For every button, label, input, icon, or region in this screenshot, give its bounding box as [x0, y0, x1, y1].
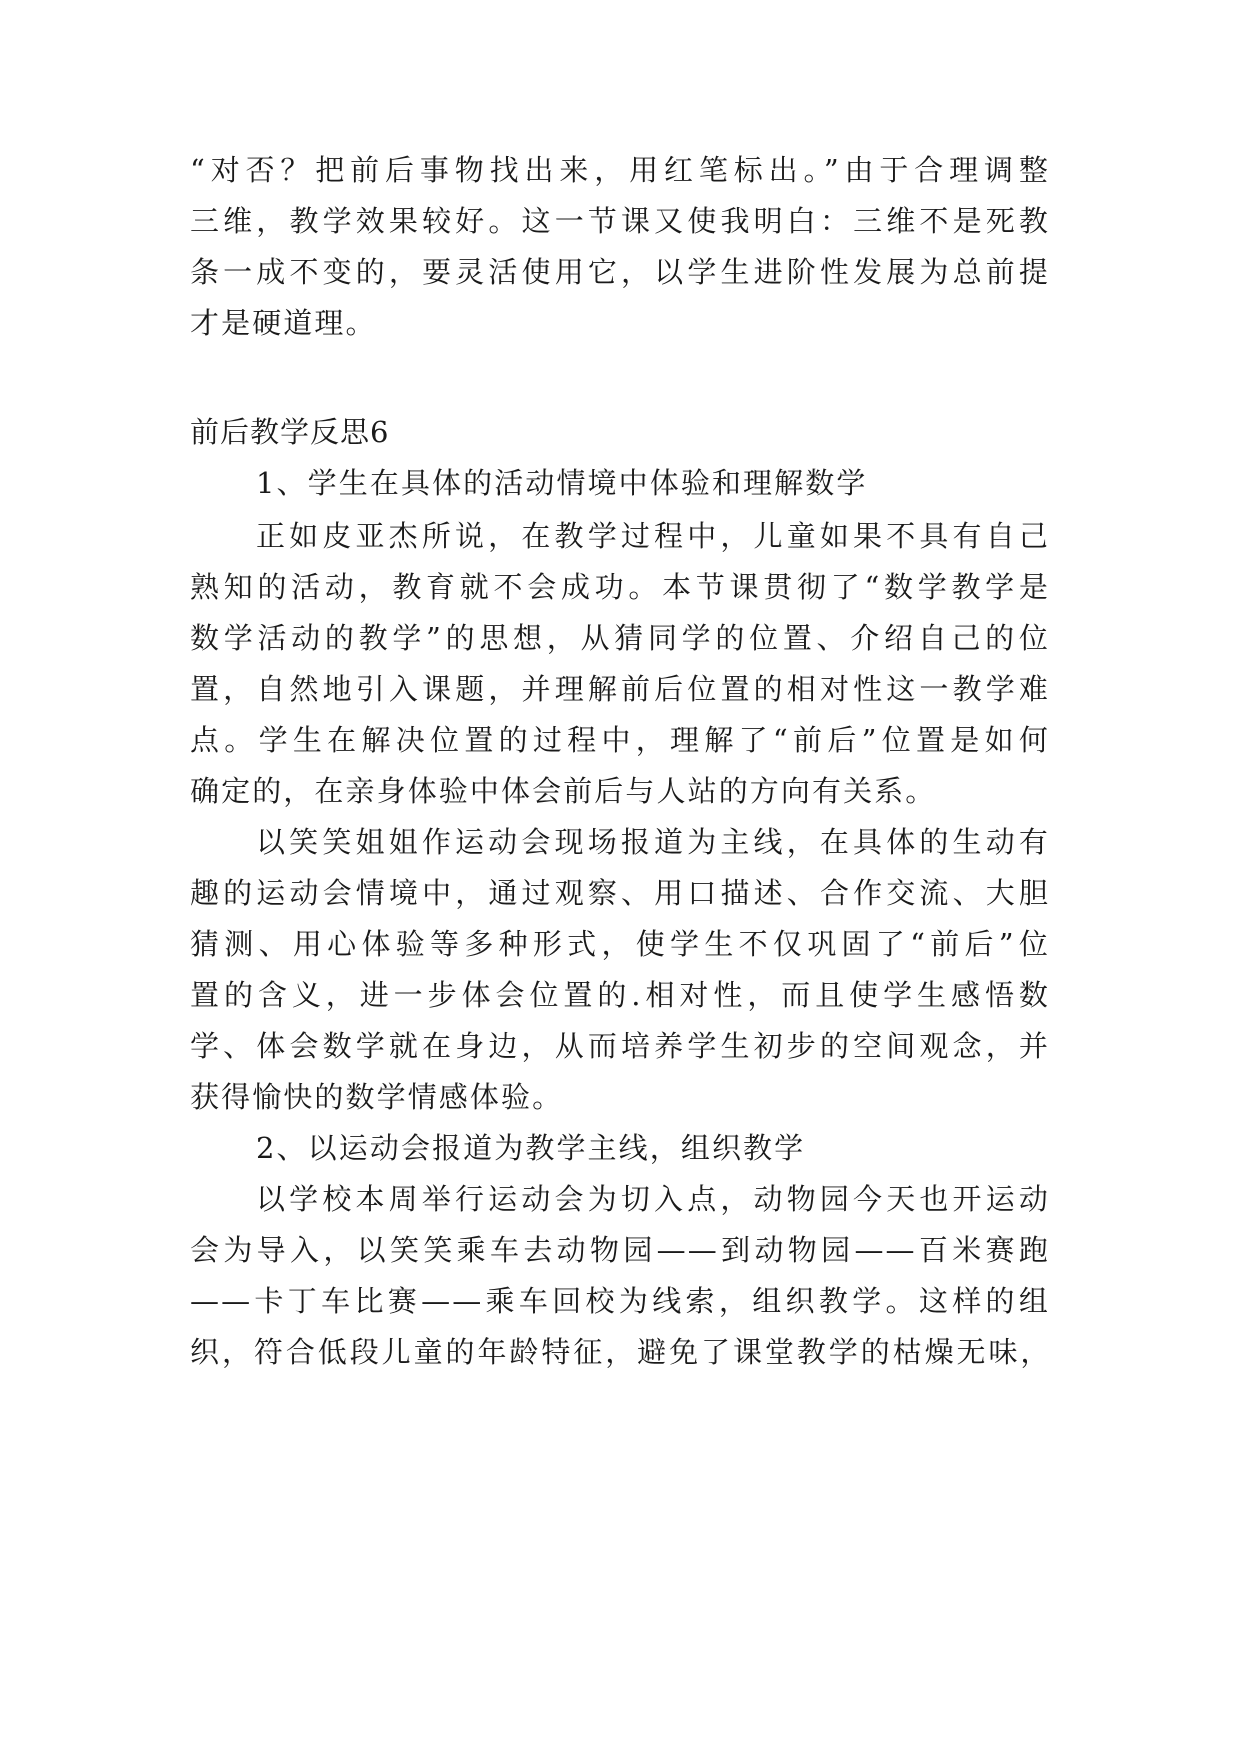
section-title: 前后教学反思6 [190, 415, 390, 449]
text-line: 数学活动的教学”的思想，从猜同学的位置、介绍自己的位 [190, 621, 1050, 655]
text-line: 学、体会数学就在身边，从而培养学生初步的空间观念，并 [190, 1029, 1050, 1063]
text-line: 条一成不变的，要灵活使用它，以学生进阶性发展为总前提 [190, 255, 1050, 289]
point-heading: 1、学生在具体的活动情境中体验和理解数学 [256, 466, 868, 500]
text-line: 三维，教学效果较好。这一节课又使我明白：三维不是死教 [190, 204, 1050, 238]
text-line: 置的含义，进一步体会位置的.相对性，而且使学生感悟数 [190, 978, 1050, 1012]
text-line: 获得愉快的数学情感体验。 [190, 1080, 564, 1114]
text-line: 会为导入，以笑笑乘车去动物园——到动物园——百米赛跑 [190, 1233, 1050, 1267]
text-line: 熟知的活动，教育就不会成功。本节课贯彻了“数学教学是 [190, 570, 1050, 604]
text-line: 确定的，在亲身体验中体会前后与人站的方向有关系。 [190, 774, 937, 808]
text-line: 置，自然地引入课题，并理解前后位置的相对性这一教学难 [190, 672, 1050, 706]
text-line: ——卡丁车比赛——乘车回校为线索，组织教学。这样的组 [190, 1284, 1050, 1318]
text-line: 才是硬道理。 [190, 306, 377, 340]
text-line: 以笑笑姐姐作运动会现场报道为主线，在具体的生动有 [256, 825, 1050, 859]
text-line: 织，符合低段儿童的年龄特征，避免了课堂教学的枯燥无味， [190, 1335, 1050, 1369]
text-line: 猜测、用心体验等多种形式，使学生不仅巩固了“前后”位 [190, 927, 1050, 961]
text-line: 正如皮亚杰所说，在教学过程中，儿童如果不具有自己 [256, 519, 1050, 553]
text-line: 点。学生在解决位置的过程中，理解了“前后”位置是如何 [190, 723, 1050, 757]
point-heading: 2、以运动会报道为教学主线，组织教学 [256, 1131, 806, 1165]
text-line: 以学校本周举行运动会为切入点，动物园今天也开运动 [256, 1182, 1050, 1216]
text-line: 趣的运动会情境中，通过观察、用口描述、合作交流、大胆 [190, 876, 1050, 910]
text-line: “对否？把前后事物找出来，用红笔标出。”由于合理调整 [190, 153, 1050, 187]
